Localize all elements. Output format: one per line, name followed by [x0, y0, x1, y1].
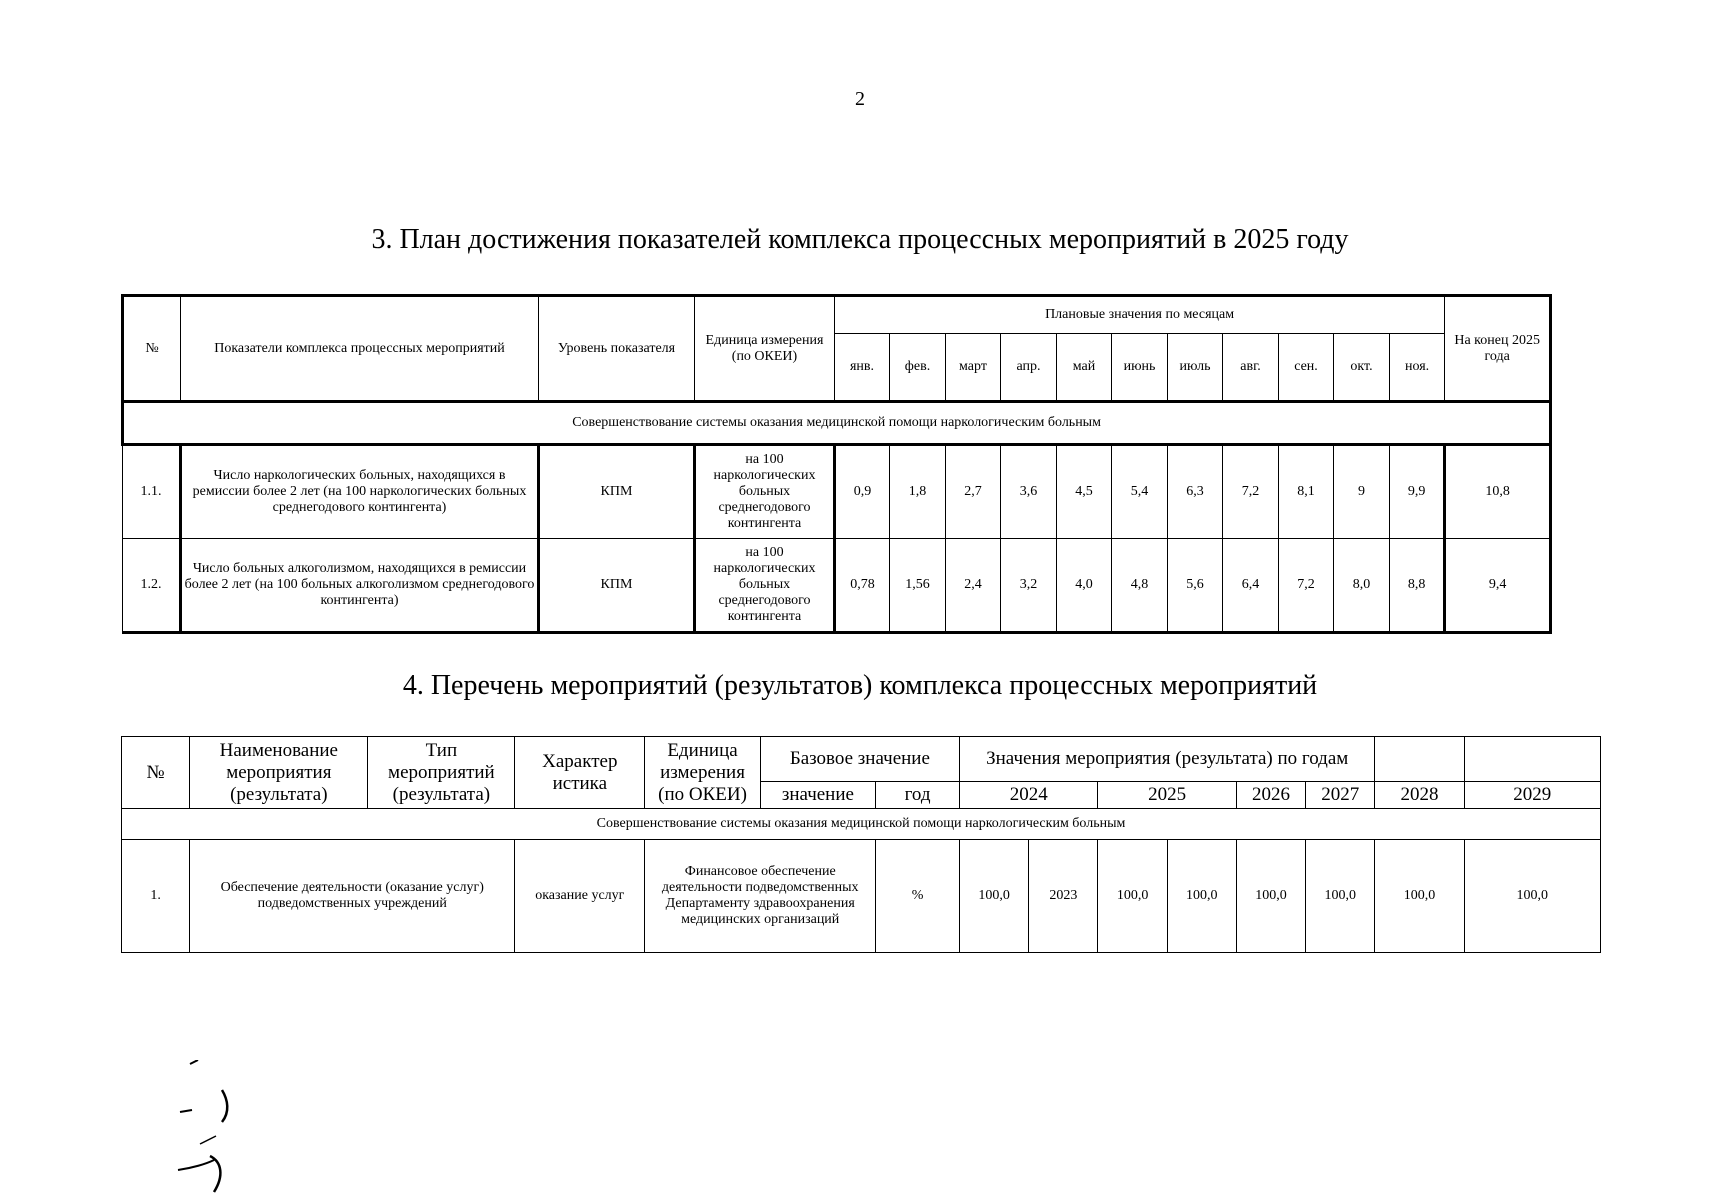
row-end-value: 9,4: [1445, 539, 1551, 633]
header-type: Тип мероприятий (результата): [368, 737, 515, 809]
row-value: 9: [1334, 445, 1390, 539]
row-value: 7,2: [1279, 539, 1334, 633]
row-value: 8,8: [1390, 539, 1445, 633]
header-base-value-value: значение: [760, 782, 875, 809]
header-indicator: Показатели комплекса процессных мероприятий: [181, 296, 539, 402]
row-value-2026: 100,0: [1236, 840, 1305, 953]
month-jun: июнь: [1112, 334, 1168, 402]
page-number: 2: [855, 88, 865, 110]
row-unit: %: [876, 840, 960, 953]
row-value-2025: 100,0: [1167, 840, 1236, 953]
header-base-value: Базовое значение: [760, 737, 959, 782]
header-year-2026: 2026: [1236, 782, 1305, 809]
row-value: 3,6: [1001, 445, 1057, 539]
month-jul: июль: [1168, 334, 1223, 402]
row-value: 5,4: [1112, 445, 1168, 539]
month-may: май: [1057, 334, 1112, 402]
row-num: 1.2.: [123, 539, 181, 633]
header-characteristic: Характер истика: [515, 737, 645, 809]
month-aug: авг.: [1223, 334, 1279, 402]
row-value: 1,8: [890, 445, 946, 539]
table-row: [123, 445, 1551, 539]
indicators-plan-table: [121, 294, 1552, 634]
row-value-2028: 100,0: [1375, 840, 1464, 953]
row-value: 8,1: [1279, 445, 1334, 539]
row-value-2027: 100,0: [1306, 840, 1375, 953]
header-empty: [1375, 737, 1464, 782]
row-level: КПМ: [539, 445, 695, 539]
row-value: 0,78: [835, 539, 890, 633]
month-jan: янв.: [835, 334, 890, 402]
month-feb: фев.: [890, 334, 946, 402]
row-base-year: 2023: [1029, 840, 1098, 953]
row-value: 7,2: [1223, 445, 1279, 539]
row-value: 6,3: [1168, 445, 1223, 539]
row-type: оказание услуг: [515, 840, 645, 953]
header-base-value-year: год: [876, 782, 960, 809]
header-year-2024: 2024: [960, 782, 1098, 809]
row-value: 0,9: [835, 445, 890, 539]
header-end-of-year: На конец 2025 года: [1445, 296, 1551, 402]
row-base-value: 100,0: [960, 840, 1029, 953]
row-characteristic: Финансовое обеспечение деятельности подведомственных Департаменту здравоохранения медицинских организаций: [645, 840, 876, 953]
header-unit: Единица измерения (по ОКЕИ): [645, 737, 760, 809]
activities-list-table: [121, 736, 1601, 953]
month-apr: апр.: [1001, 334, 1057, 402]
table-row: [122, 840, 1601, 953]
row-value: 5,6: [1168, 539, 1223, 633]
row-num: 1.: [122, 840, 190, 953]
header-planned-by-month: Плановые значения по месяцам: [835, 296, 1445, 334]
row-unit: на 100 наркологических больных среднегодового контингента: [695, 445, 835, 539]
section-3-title: 3. План достижения показателей комплекса процессных мероприятий в 2025 году: [371, 224, 1349, 255]
row-value: 1,56: [890, 539, 946, 633]
row-value-2029: 100,0: [1464, 840, 1600, 953]
group-row: Совершенствование системы оказания медицинской помощи наркологическим больным: [122, 809, 1601, 840]
row-value: 4,8: [1112, 539, 1168, 633]
header-unit: Единица измерения (по ОКЕИ): [695, 296, 835, 402]
header-name: Наименование мероприятия (результата): [190, 737, 368, 809]
row-end-value: 10,8: [1445, 445, 1551, 539]
header-num: №: [122, 737, 190, 809]
row-name: Обеспечение деятельности (оказание услуг) подведомственных учреждений: [190, 840, 515, 953]
header-num: №: [123, 296, 181, 402]
month-nov: ноя.: [1390, 334, 1445, 402]
row-value-2024: 100,0: [1098, 840, 1167, 953]
handwritten-signature: [170, 1060, 250, 1200]
row-unit: на 100 наркологических больных среднегодового контингента: [695, 539, 835, 633]
header-year-2029: 2029: [1464, 782, 1600, 809]
row-value: 9,9: [1390, 445, 1445, 539]
row-value: 8,0: [1334, 539, 1390, 633]
header-year-2028: 2028: [1375, 782, 1464, 809]
section-4-title: 4. Перечень мероприятий (результатов) комплекса процессных мероприятий: [402, 670, 1318, 701]
header-empty: [1464, 737, 1600, 782]
month-oct: окт.: [1334, 334, 1390, 402]
row-value: 6,4: [1223, 539, 1279, 633]
row-value: 2,4: [946, 539, 1001, 633]
row-indicator: Число больных алкоголизмом, находящихся в ремиссии более 2 лет (на 100 больных алкоголизмом среднегодового контингента): [181, 539, 539, 633]
month-sep: сен.: [1279, 334, 1334, 402]
row-indicator: Число наркологических больных, находящихся в ремиссии более 2 лет (на 100 наркологических больных среднегодового контингента): [181, 445, 539, 539]
header-year-2027: 2027: [1306, 782, 1375, 809]
table-row: [123, 539, 1551, 633]
header-values-by-years: Значения мероприятия (результата) по годам: [960, 737, 1375, 782]
row-num: 1.1.: [123, 445, 181, 539]
month-mar: март: [946, 334, 1001, 402]
group-row: Совершенствование системы оказания медицинской помощи наркологическим больным: [123, 402, 1551, 445]
row-level: КПМ: [539, 539, 695, 633]
row-value: 3,2: [1001, 539, 1057, 633]
header-year-2025: 2025: [1098, 782, 1236, 809]
row-value: 2,7: [946, 445, 1001, 539]
row-value: 4,5: [1057, 445, 1112, 539]
row-value: 4,0: [1057, 539, 1112, 633]
header-level: Уровень показателя: [539, 296, 695, 402]
